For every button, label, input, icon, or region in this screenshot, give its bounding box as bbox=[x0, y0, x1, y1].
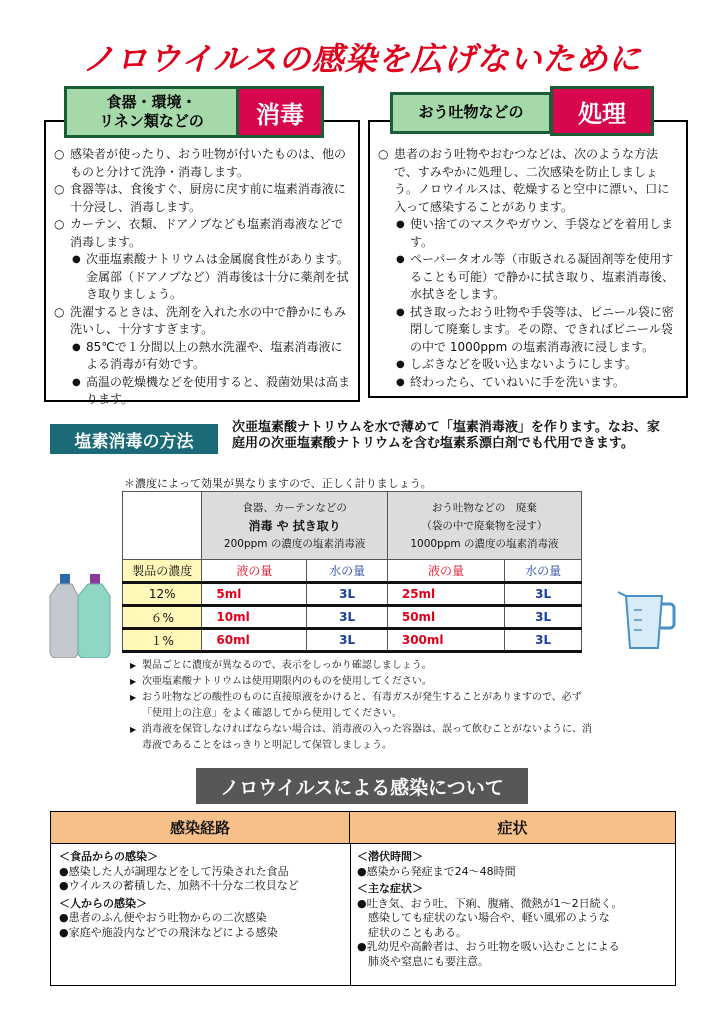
disinfect-list bbox=[54, 146, 352, 409]
page-title: ノロウイルスの感染を広げないために bbox=[82, 40, 642, 78]
list-item: ●感染した人が調理などをして汚染された食品 bbox=[59, 864, 289, 878]
list-item: ●乳幼児や高齢者は、おう吐物を吸い込むことによる bbox=[357, 940, 620, 953]
row-concentration: 12% bbox=[123, 583, 202, 606]
disinfect-header-badge: 消毒 bbox=[236, 86, 324, 138]
disinfect-item: ● 高温の乾燥機などを使用すると、殺菌効果は高まります。 bbox=[54, 374, 352, 409]
disinfect-panel bbox=[44, 120, 360, 406]
disinfect-item: ○ 感染者が使ったり、おう吐物が付いたものは、他のものと分けて洗浄・消毒します。 bbox=[54, 146, 352, 181]
row-water-1000: 3L bbox=[505, 629, 582, 652]
row-liquid-200: 60ml bbox=[202, 629, 307, 652]
dilution-table bbox=[122, 491, 582, 653]
symptom-header: 症状 bbox=[350, 812, 675, 844]
method-badge: 塩素消毒の方法 bbox=[50, 424, 218, 454]
bleach-bottle-icon bbox=[48, 574, 118, 658]
row-water-1000: 3L bbox=[505, 583, 582, 606]
col1-line-2: 消毒 や 拭き取り bbox=[248, 518, 341, 533]
vomit-item: ● しぶきなどを吸い込まないようにします。 bbox=[378, 356, 678, 374]
route-header: 感染経路 bbox=[51, 812, 350, 844]
disinfect-item: ○ 食器等は、食後すぐ、厨房に戻す前に塩素消毒液に十分浸し、消毒します。 bbox=[54, 181, 352, 216]
vomit-item: ● 拭き取ったおう吐物や手袋等は、ビニール袋に密閉して廃棄します。その際、できればビニール袋の中で 1000ppm の塩素消毒液に浸します。 bbox=[378, 304, 678, 357]
list-item: ●感染から発症まで24～48時間 bbox=[357, 864, 516, 878]
liquid-label-2: 液の量 bbox=[387, 560, 504, 583]
dilution-head-200ppm bbox=[202, 492, 387, 560]
disinfect-item: ● 85℃で１分間以上の熱水洗濯や、塩素消毒液による消毒が有効です。 bbox=[54, 339, 352, 374]
row-liquid-200: 10ml bbox=[202, 606, 307, 629]
table-row bbox=[123, 629, 582, 652]
concentration-caution: ＊濃度によって効果が異なりますので、正しく計りましょう。 bbox=[124, 477, 432, 490]
list-item: ●家庭や施設内などでの飛沫などによる感染 bbox=[59, 925, 278, 939]
col2-line-2: （袋の中で廃棄物を浸す） bbox=[421, 519, 548, 532]
infection-badge: ノロウイルスによる感染について bbox=[196, 768, 528, 804]
list-item: 症状のこともある。 bbox=[357, 925, 467, 939]
note-item: ▶ 製品ごとに濃度が異なるので、表示をしっかり確認しましょう。 bbox=[130, 658, 600, 674]
measuring-cup-icon bbox=[612, 590, 676, 652]
list-item: ●患者のふん便やおう吐物からの二次感染 bbox=[59, 911, 267, 924]
dilution-head-1000ppm bbox=[387, 492, 581, 560]
table-row bbox=[123, 606, 582, 629]
column-divider bbox=[350, 844, 351, 985]
table-row bbox=[123, 583, 582, 606]
vomit-item: ○ 患者のおう吐物やおむつなどは、次のような方法で、すみやかに処理し、二次感染を防止しましょう。ノロウイルスは、乾燥すると空中に漂い、口に入って感染することがあります。 bbox=[378, 146, 678, 216]
section-subtitle: ＜食品からの感染＞ bbox=[59, 850, 158, 863]
disinfect-item: ● 次亜塩素酸ナトリウムは金属腐食性があります。金属部（ドアノブなど）消毒後は十分に薬剤を拭き取りましょう。 bbox=[54, 251, 352, 304]
disinfect-header-label bbox=[64, 86, 239, 138]
disinfect-item: ○ カーテン、衣類、ドアノブなども塩素消毒液などで消毒します。 bbox=[54, 216, 352, 251]
row-concentration: ６% bbox=[123, 606, 202, 629]
infection-table bbox=[50, 811, 676, 986]
section-subtitle: ＜人からの感染＞ bbox=[59, 896, 147, 910]
vomit-list bbox=[378, 146, 678, 391]
col1-line-1: 食器、カーテンなどの bbox=[242, 501, 347, 514]
row-liquid-1000: 50ml bbox=[387, 606, 504, 629]
row-liquid-200: 5ml bbox=[202, 583, 307, 606]
section-subtitle: ＜潜伏時間＞ bbox=[357, 850, 423, 863]
disinfect-item: ○ 洗濯するときは、洗剤を入れた水の中で静かにもみ洗いし、十分すすぎます。 bbox=[54, 304, 352, 339]
row-concentration: １% bbox=[123, 629, 202, 652]
row-water-1000: 3L bbox=[505, 606, 582, 629]
vomit-item: ● 使い捨てのマスクやガウン、手袋などを着用します。 bbox=[378, 216, 678, 251]
vomit-item: ● 終わったら、ていねいに手を洗います。 bbox=[378, 374, 678, 392]
vomit-item: ● ペーパータオル等（市販される凝固剤等を使用することも可能）で静かに拭き取り、塩素消毒後、水拭きをします。 bbox=[378, 251, 678, 304]
water-label-2: 水の量 bbox=[505, 560, 582, 583]
section-subtitle: ＜主な症状＞ bbox=[357, 882, 423, 895]
row-water-200: 3L bbox=[307, 606, 387, 629]
note-item: ▶ 次亜塩素酸ナトリウムは使用期限内のものを使用してください。 bbox=[130, 674, 600, 690]
col2-line-1: おう吐物などの 廃棄 bbox=[431, 501, 537, 514]
dilution-head-empty bbox=[123, 492, 202, 560]
disinfect-header-line-2: リネン類などの bbox=[99, 112, 204, 130]
note-item: ▶ 消毒液を保管しなければならない場合は、消毒液の入った容器は、誤って飲むことがないように、消毒液であることをはっきりと明記して保管しましょう。 bbox=[130, 722, 600, 754]
list-item: 感染しても症状のない場合や、軽い風邪のような bbox=[357, 911, 610, 924]
water-label-1: 水の量 bbox=[307, 560, 387, 583]
col2-line-3: 1000ppm の濃度の塩素消毒液 bbox=[410, 537, 559, 550]
row-water-200: 3L bbox=[307, 583, 387, 606]
method-description: 次亜塩素酸ナトリウムを水で薄めて「塩素消毒液」を作ります。なお、家庭用の次亜塩素酸ナトリウムを含む塩素系漂白剤でも代用できます。 bbox=[232, 420, 660, 451]
liquid-label-1: 液の量 bbox=[202, 560, 307, 583]
list-item: 肺炎や窒息にも要注意。 bbox=[357, 954, 489, 968]
vomit-header-badge: 処理 bbox=[550, 86, 654, 136]
list-item: ●吐き気、おう吐、下痢、腹痛、微熱が1～2日続く。 bbox=[357, 896, 623, 910]
note-item: ▶ おう吐物などの酸性のものに直接原液をかけると、有毒ガスが発生することがありますので、必ず「使用上の注意」をよく確認してから使用してください。 bbox=[130, 690, 600, 722]
row-liquid-1000: 300ml bbox=[387, 629, 504, 652]
vomit-panel bbox=[368, 120, 688, 398]
col1-line-3: 200ppm の濃度の塩素消毒液 bbox=[223, 537, 366, 550]
list-item: ●ウイルスの蓄積した、加熱不十分な二枚貝など bbox=[59, 879, 299, 892]
vomit-header-label: おう吐物などの bbox=[390, 92, 552, 134]
symptom-body bbox=[357, 850, 673, 969]
route-body bbox=[59, 850, 345, 940]
row-water-200: 3L bbox=[307, 629, 387, 652]
disinfect-header-line-1: 食器・環境・ bbox=[106, 92, 197, 111]
row-liquid-1000: 25ml bbox=[387, 583, 504, 606]
notes-list bbox=[130, 658, 600, 754]
concentration-label: 製品の濃度 bbox=[123, 560, 202, 583]
